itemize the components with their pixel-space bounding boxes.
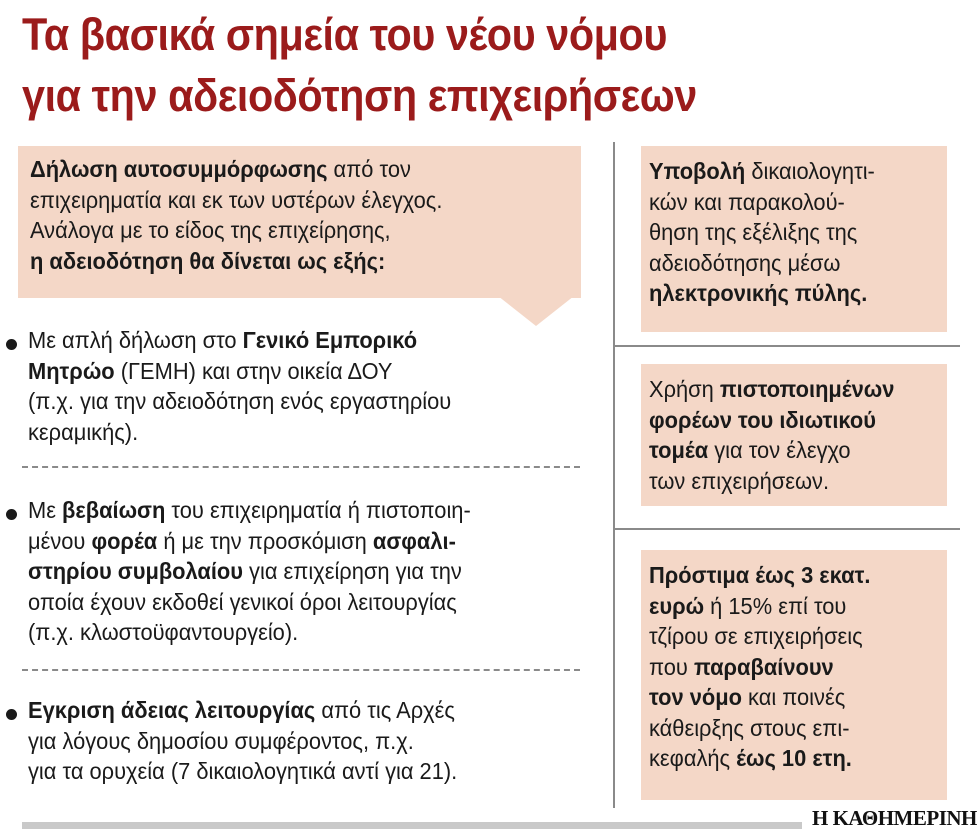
right-box-3-text [649, 560, 870, 774]
bullet-2-line-1 [28, 495, 471, 526]
bullet-3-line-2: για λόγους δημοσίου συμφέροντος, π.χ. [28, 727, 414, 754]
bullet-1-line-2 [28, 356, 451, 387]
bullet-2-l3b: για επιχείρηση για την [242, 558, 462, 584]
right-3-l5b: και ποινές [741, 684, 846, 710]
right-3-line-7 [649, 743, 870, 774]
right-1-l1b: δικαιολογητι- [745, 158, 875, 184]
right-3-l5a: τον νόμο [649, 684, 742, 710]
bullet-3-l1a: Εγκριση άδειας λειτουργίας [28, 697, 316, 723]
bullet-2-l1b: βεβαίωση [62, 497, 166, 523]
bullet-2-l2d: ασφαλι- [372, 527, 456, 554]
bullet-1-l2a: Μητρώο [28, 357, 115, 384]
intro-text [30, 154, 442, 276]
bullet-3-line-1 [28, 695, 457, 726]
bullet-2-l1a: Με [28, 497, 63, 523]
intro-highlight: Δήλωση αυτοσυμμόρφωσης [30, 156, 328, 182]
intro-line-4 [30, 246, 442, 277]
right-1-line-4: αδειοδότησης μέσω [649, 249, 841, 276]
bullet-1-l1a: Με απλή δήλωση στο [28, 327, 243, 353]
right-box-fines [641, 550, 947, 800]
bullet-3-line-3: για τα ορυχεία (7 δικαιολογητικά αντί για 21). [28, 758, 458, 784]
title-line-1: Τα βασικά σημεία του νέου νόμου [22, 9, 667, 60]
publisher-logo: Η ΚΑΘΗΜΕΡΙΝΗ [812, 806, 977, 830]
right-3-line-4 [649, 652, 870, 683]
bullet-1-line-1 [28, 325, 451, 356]
bullet-1-line-4: κεραμικής). [28, 418, 139, 445]
right-3-l4b: παραβαίνουν [693, 653, 834, 680]
intro-line-2: επιχειρηματία και εκ των υστέρων έλεγχος. [30, 186, 443, 213]
right-box-2-text [649, 374, 894, 496]
right-1-line-2: κών και παρακολού- [649, 188, 845, 215]
intro-line-1 [30, 154, 442, 185]
right-2-l1a: Χρήση [649, 376, 720, 402]
bullet-2-line-2 [28, 526, 471, 557]
intro-box [18, 146, 581, 298]
intro-pointer [498, 296, 574, 326]
title-line-2: για την αδειοδότηση επιχειρήσεων [22, 70, 697, 121]
bullet-1-line-3: (π.χ. για την αδειοδότηση ενός εργαστηρίου [28, 388, 452, 414]
right-3-line-1 [649, 560, 870, 591]
bullet-dot-icon [6, 339, 17, 350]
bullet-2-l1c: του επιχειρηματία ή πιστοποιη- [165, 497, 471, 523]
right-1-line-3: θηση της εξέλιξης της [649, 219, 858, 245]
right-3-l7a: κεφαλής [649, 745, 737, 771]
page-title [22, 4, 878, 126]
bullet-2-line-5: (π.χ. κλωστοϋφαντουργείο). [28, 619, 299, 645]
bullet-2-l2b: φορέα [91, 527, 158, 554]
right-box-portal [641, 146, 947, 332]
bullet-3-text [28, 695, 457, 787]
right-box-certified [641, 364, 947, 506]
right-3-l7b: έως 10 ετη. [736, 745, 852, 771]
dashed-divider-1 [22, 466, 580, 468]
right-1-l5: ηλεκτρονικής πύλης. [649, 280, 868, 306]
bullet-2-l2a: μένου [28, 527, 92, 554]
right-2-l1b: πιστοποιημένων [719, 376, 895, 402]
right-2-l3a: τομέα [649, 437, 709, 463]
footer-rule [22, 822, 802, 829]
bullet-dot-icon [6, 509, 17, 520]
bullet-2-line-4: οποία έχουν εκδοθεί γενικοί όροι λειτουργίας [28, 588, 457, 615]
right-1-l1a: Υποβολή [649, 158, 746, 184]
column-divider [613, 142, 615, 808]
bullet-1-text [28, 325, 451, 447]
right-3-l4a: που [649, 653, 694, 680]
right-3-l2a: ευρώ [649, 592, 705, 619]
bullet-1-l2b: (ΓΕΜΗ) και στην οικεία ΔΟΥ [114, 357, 393, 384]
bullet-2-l3a: στηρίου συμβολαίου [28, 558, 243, 584]
bullet-2-line-3 [28, 556, 471, 587]
bullet-2-l2c: ή με την προσκόμιση [157, 527, 373, 554]
right-divider-1 [613, 345, 960, 347]
intro-line-3: Ανάλογα με το είδος της επιχείρησης, [30, 217, 391, 243]
right-3-line-5 [649, 682, 870, 713]
dashed-divider-2 [22, 669, 580, 671]
intro-conclusion: η αδειοδότηση θα δίνεται ως εξής: [30, 247, 386, 274]
bullet-dot-icon [6, 709, 17, 720]
bullet-2-text [28, 495, 471, 648]
right-3-l1: Πρόστιμα έως 3 εκατ. [649, 562, 871, 588]
right-3-line-3: τζίρου σε επιχειρήσεις [649, 623, 863, 649]
bullet-1-l1b: Γενικό Εμπορικό [242, 327, 418, 353]
right-divider-2 [613, 528, 960, 530]
right-3-line-6: κάθειρξης στους επι- [649, 714, 850, 741]
bullet-3-l1b: από τις Αρχές [315, 697, 455, 723]
right-2-line-2 [649, 405, 894, 436]
right-2-line-1 [649, 374, 894, 405]
right-3-l2b: ή 15% επί του [704, 592, 847, 619]
right-2-l2: φορέων του ιδιωτικού [649, 406, 876, 433]
right-2-line-3 [649, 435, 894, 466]
right-1-line-1 [649, 156, 875, 187]
right-2-l3b: για τον έλεγχο [708, 437, 851, 463]
right-box-1-text [649, 156, 875, 309]
intro-line-1-rest: από τον [327, 156, 411, 182]
right-1-line-5 [649, 278, 875, 309]
right-2-line-4: των επιχειρήσεων. [649, 467, 830, 494]
right-3-line-2 [649, 591, 870, 622]
